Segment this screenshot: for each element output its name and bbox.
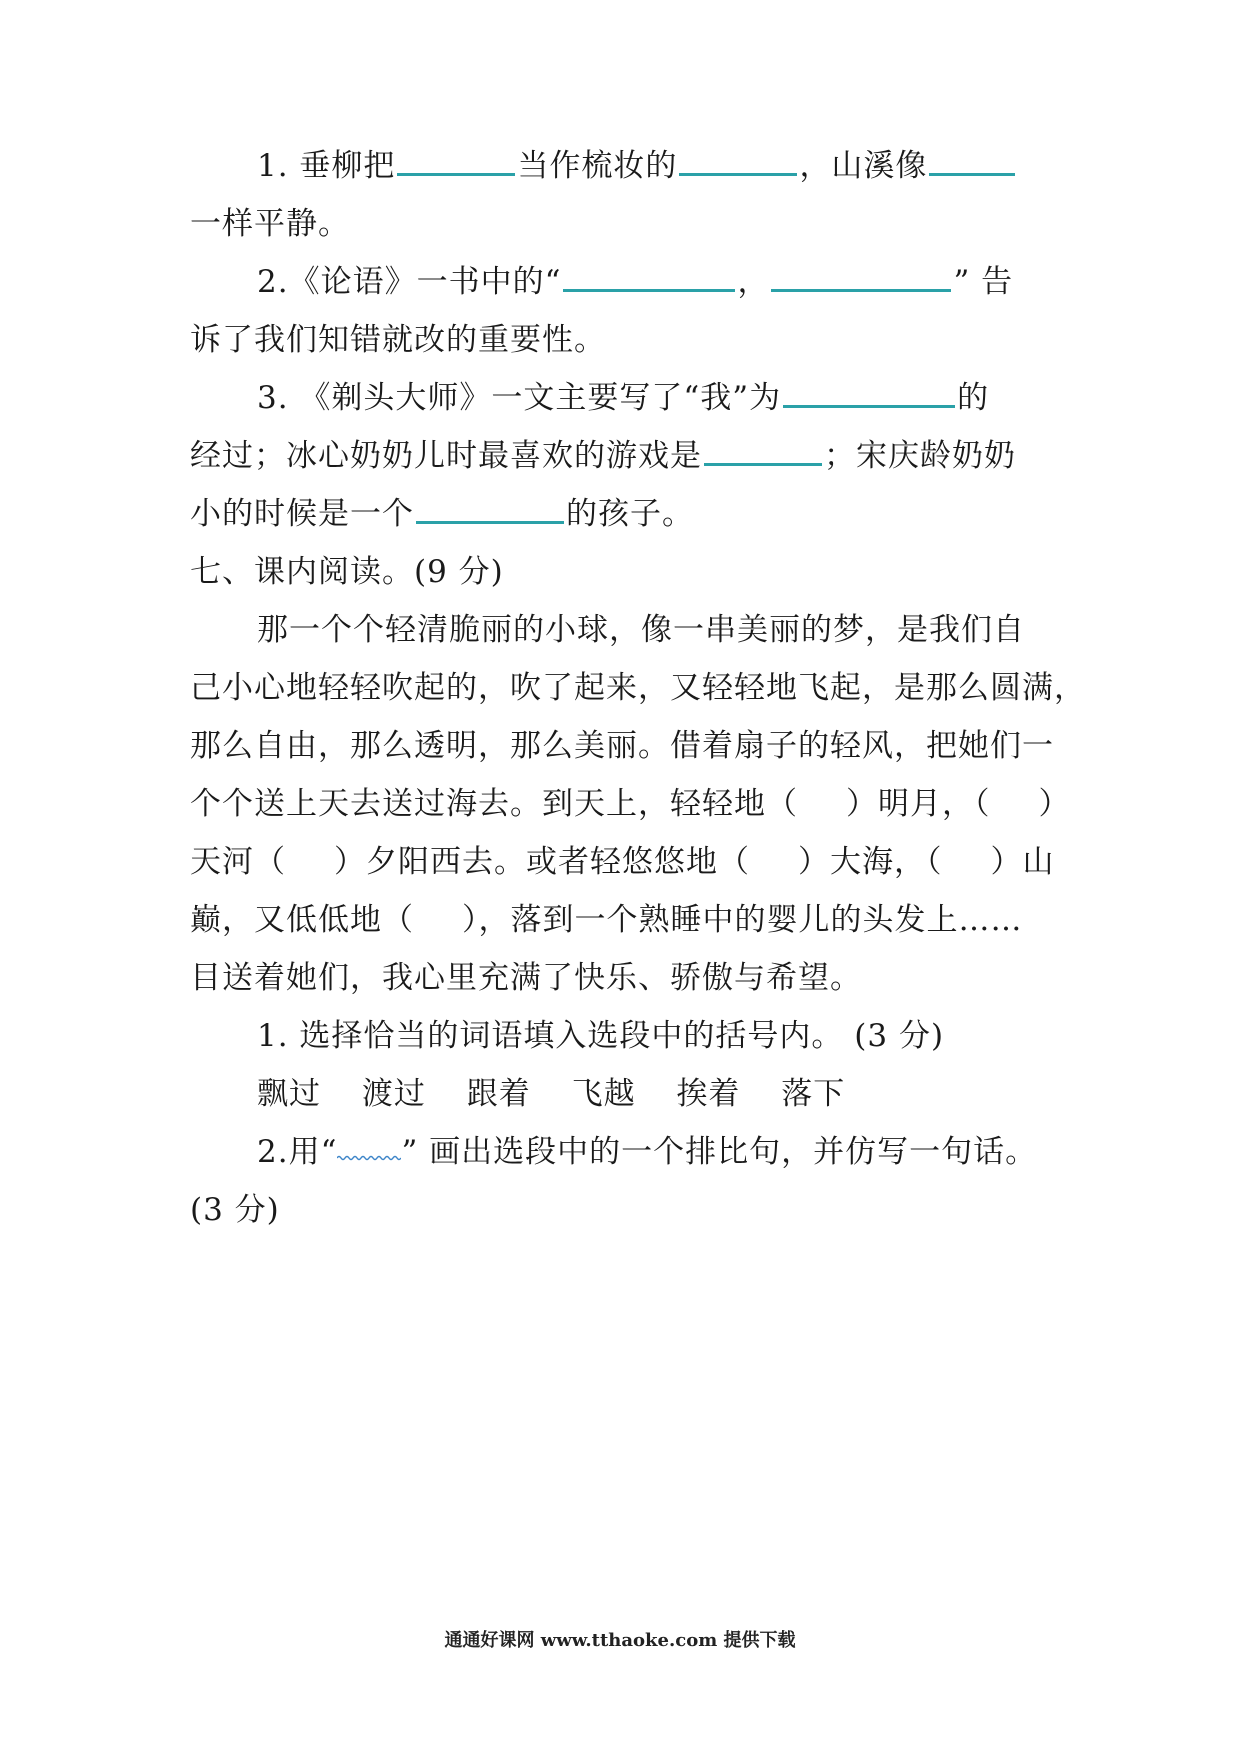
passage-line xyxy=(190,842,1070,882)
question-text: ， xyxy=(737,264,770,300)
question-text: 小的时候是一个 xyxy=(190,496,414,532)
question-text: ” 告 xyxy=(953,264,1014,300)
question-text: 3. 《剃头大师》一文主要写了“我”为 xyxy=(257,380,782,416)
question-text: 当作梳妆的 xyxy=(517,148,678,184)
reading-question-2-score: (3 分) xyxy=(190,1192,280,1228)
fill-question-3-cont xyxy=(190,436,1070,476)
question-text: 经过；冰心奶奶儿时最喜欢的游戏是 xyxy=(190,438,702,474)
question-text: ” 画出选段中的一个排比句，并仿写一句话。 xyxy=(401,1134,1038,1170)
question-text: 2.用“ xyxy=(257,1134,338,1170)
answer-blank[interactable] xyxy=(929,147,1015,176)
question-text: 诉了我们知错就改的重要性。 xyxy=(190,322,606,358)
fill-question-3-cont2 xyxy=(190,494,1070,534)
footer-text: 通通好课网 www.tthaoke.com 提供下载 xyxy=(444,1630,796,1651)
fill-question-1 xyxy=(257,146,1070,186)
passage-text: ）大海，（ xyxy=(798,844,943,880)
question-text: 一样平静。 xyxy=(190,206,350,242)
word-option: 跟着 xyxy=(466,1076,531,1112)
question-text: 的孩子。 xyxy=(566,496,694,532)
answer-blank[interactable] xyxy=(563,263,735,292)
passage-text: ）明月，（ xyxy=(846,786,991,822)
word-option: 飞越 xyxy=(571,1076,636,1112)
passage-line xyxy=(190,784,1070,824)
passage-line: 己小心地轻轻吹起的，吹了起来，又轻轻地飞起，是那么圆满， xyxy=(190,670,1086,706)
question-text: ；宋庆龄奶奶 xyxy=(824,438,1016,474)
passage-text: ） xyxy=(1038,786,1071,822)
answer-blank[interactable] xyxy=(679,147,797,176)
question-text: 的 xyxy=(957,380,990,416)
word-option: 飘过 xyxy=(257,1076,321,1112)
passage-text: 巅，又低低地（ xyxy=(190,902,414,938)
word-option: 落下 xyxy=(781,1076,846,1112)
answer-blank[interactable] xyxy=(397,147,515,176)
passage-text: ）夕阳西去。或者轻悠悠地（ xyxy=(334,844,750,880)
passage-line: 目送着她们，我心里充满了快乐、骄傲与希望。 xyxy=(190,960,862,996)
fill-question-2-cont xyxy=(190,320,1070,360)
passage-text: 个个送上天去送过海去。到天上，轻轻地（ xyxy=(190,786,798,822)
answer-blank[interactable] xyxy=(783,379,955,408)
question-text: 1. 垂柳把 xyxy=(257,148,396,184)
word-option: 渡过 xyxy=(361,1076,426,1112)
passage-line: 那一个个轻清脆丽的小球，像一串美丽的梦，是我们自 xyxy=(257,612,1025,648)
fill-question-2 xyxy=(257,262,1070,302)
passage-line xyxy=(190,900,1070,940)
passage-text: ）山 xyxy=(990,844,1055,880)
passage-text: 天河（ xyxy=(190,844,286,880)
question-text: ，山溪像 xyxy=(799,148,928,184)
section-heading: 七、课内阅读。(9 分) xyxy=(190,554,504,590)
question-text: 2.《论语》一书中的“ xyxy=(257,264,562,300)
word-bank xyxy=(257,1074,1070,1114)
passage-text: ），落到一个熟睡中的婴儿的头发上…… xyxy=(462,902,1023,938)
answer-blank[interactable] xyxy=(704,437,822,466)
fill-question-3 xyxy=(257,378,1070,418)
word-option: 挨着 xyxy=(676,1076,741,1112)
fill-question-1-cont xyxy=(190,204,1070,244)
answer-blank[interactable] xyxy=(416,495,564,524)
passage-line: 那么自由，那么透明，那么美丽。借着扇子的轻风，把她们一 xyxy=(190,728,1054,764)
reading-question-2 xyxy=(257,1132,1070,1172)
reading-question-1: 1. 选择恰当的词语填入选段中的括号内。 (3 分) xyxy=(257,1018,945,1054)
answer-blank[interactable] xyxy=(771,263,951,292)
wavy-underline-icon xyxy=(337,1144,401,1162)
